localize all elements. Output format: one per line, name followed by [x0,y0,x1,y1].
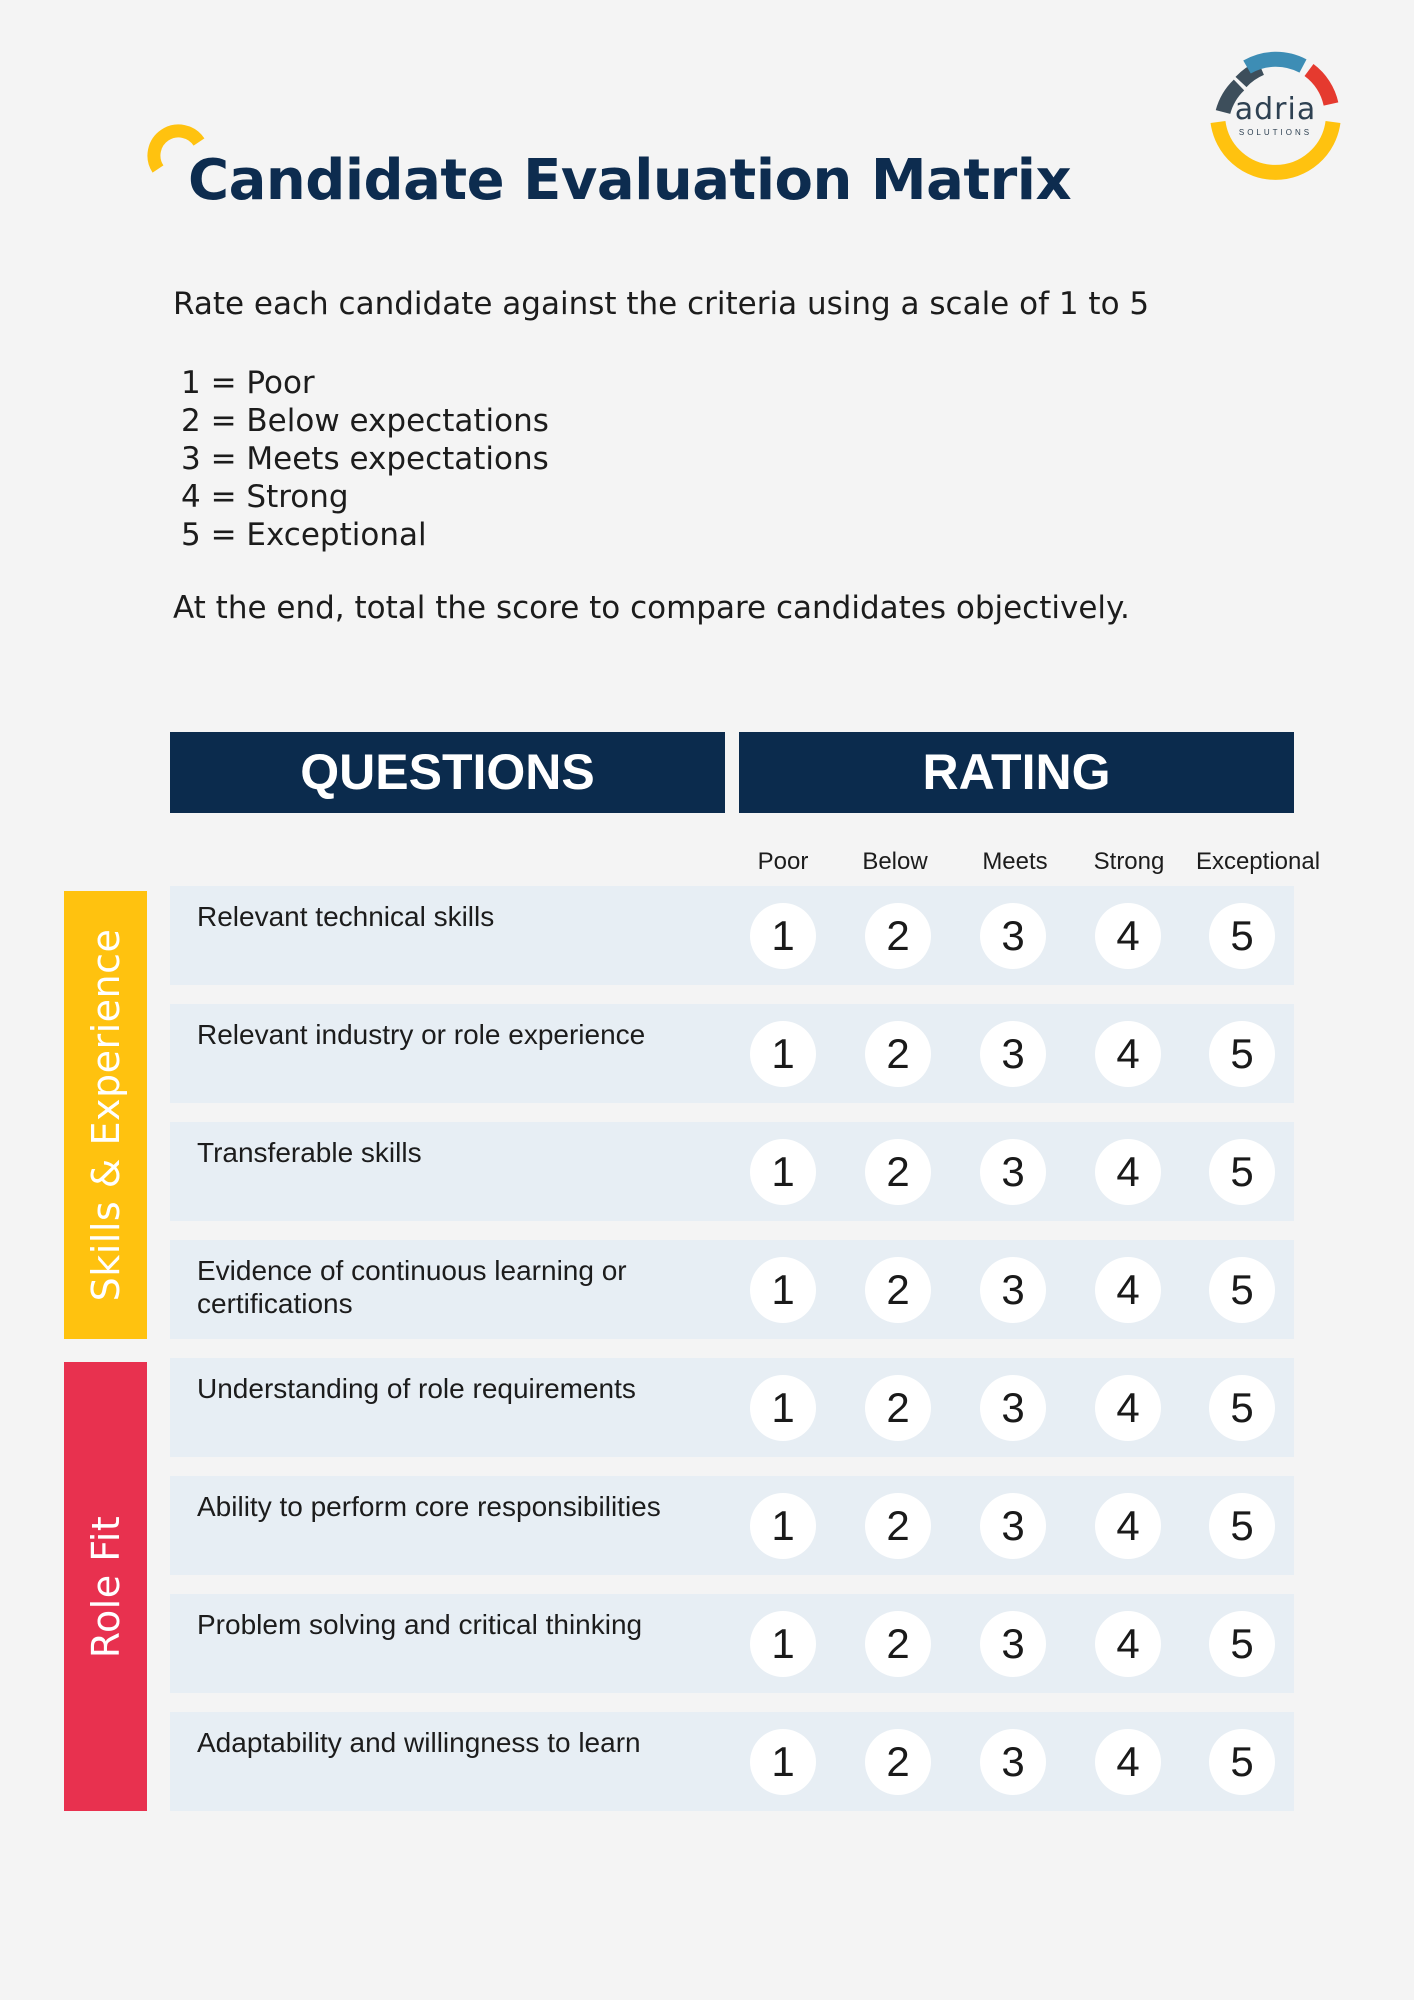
rating-option-5[interactable]: 5 [1209,1493,1275,1559]
question-row [170,1476,1294,1575]
scale-item: 1 = Poor [181,365,315,401]
scale-item: 3 = Meets expectations [181,441,549,477]
rating-label-strong: Strong [1093,848,1165,875]
section-role-fit [64,1362,147,1811]
rating-option-5[interactable]: 5 [1209,903,1275,969]
question-row [170,1594,1294,1693]
rating-option-4[interactable]: 4 [1095,1729,1161,1795]
question-text: Relevant technical skills [197,901,495,932]
rating-option-4[interactable]: 4 [1095,1375,1161,1441]
page-title: Candidate Evaluation Matrix [188,148,1072,213]
rating-option-1[interactable]: 1 [750,1375,816,1441]
rating-option-5[interactable]: 5 [1209,1257,1275,1323]
rating-option-4[interactable]: 4 [1095,1257,1161,1323]
rating-option-1[interactable]: 1 [750,903,816,969]
section-skills-experience [64,891,147,1339]
rating-option-3[interactable]: 3 [980,1611,1046,1677]
rating-label-exceptional: Exceptional [1195,848,1321,875]
scale-item: 5 = Exceptional [181,517,427,553]
rating-option-5[interactable]: 5 [1209,1375,1275,1441]
rating-option-1[interactable]: 1 [750,1257,816,1323]
closing-text: At the end, total the score to compare candidates objectively. [173,590,1130,626]
rating-option-1[interactable]: 1 [750,1611,816,1677]
question-text: Transferable skills [197,1137,422,1168]
rating-option-2[interactable]: 2 [865,1257,931,1323]
question-text: Adaptability and willingness to learn [197,1727,641,1758]
question-text: Understanding of role requirements [197,1373,636,1404]
rating-option-1[interactable]: 1 [750,1021,816,1087]
rating-option-1[interactable]: 1 [750,1729,816,1795]
scale-item: 2 = Below expectations [181,403,549,439]
question-row [170,1122,1294,1221]
rating-option-4[interactable]: 4 [1095,1611,1161,1677]
rating-option-4[interactable]: 4 [1095,1139,1161,1205]
rating-scale-list [181,364,549,554]
rating-option-3[interactable]: 3 [980,1375,1046,1441]
rating-option-5[interactable]: 5 [1209,1139,1275,1205]
section-label: Role Fit [83,1515,128,1658]
rating-header: RATING [739,732,1294,813]
question-row [170,1004,1294,1103]
rating-label-below: Below [862,848,928,875]
logo-subtitle: SOLUTIONS [1238,128,1313,137]
rating-option-2[interactable]: 2 [865,903,931,969]
question-row [170,886,1294,985]
rating-option-3[interactable]: 3 [980,1493,1046,1559]
rating-option-4[interactable]: 4 [1095,1021,1161,1087]
rating-option-4[interactable]: 4 [1095,1493,1161,1559]
rating-option-3[interactable]: 3 [980,1729,1046,1795]
logo-wordmark: adria [1234,92,1317,127]
rating-label-poor: Poor [757,848,809,875]
rating-option-3[interactable]: 3 [980,1257,1046,1323]
instructions-text: Rate each candidate against the criteria using a scale of 1 to 5 [173,286,1150,322]
section-label: Skills & Experience [83,928,128,1302]
rating-label-meets: Meets [982,848,1048,875]
question-text: Ability to perform core responsibilities [197,1491,661,1522]
rating-option-2[interactable]: 2 [865,1611,931,1677]
rating-option-2[interactable]: 2 [865,1021,931,1087]
question-text: Relevant industry or role experience [197,1019,646,1050]
rating-option-2[interactable]: 2 [865,1493,931,1559]
rating-option-5[interactable]: 5 [1209,1729,1275,1795]
rating-option-5[interactable]: 5 [1209,1611,1275,1677]
rating-option-5[interactable]: 5 [1209,1021,1275,1087]
question-row [170,1358,1294,1457]
questions-header: QUESTIONS [170,732,725,813]
rating-option-3[interactable]: 3 [980,903,1046,969]
rating-option-2[interactable]: 2 [865,1139,931,1205]
rating-option-1[interactable]: 1 [750,1493,816,1559]
rating-option-2[interactable]: 2 [865,1729,931,1795]
question-row [170,1240,1294,1339]
scale-item: 4 = Strong [181,479,349,515]
rating-option-3[interactable]: 3 [980,1139,1046,1205]
rating-option-2[interactable]: 2 [865,1375,931,1441]
adria-logo [1203,46,1348,191]
question-text: Evidence of continuous learning or certifications [197,1255,627,1319]
question-row [170,1712,1294,1811]
rating-option-4[interactable]: 4 [1095,903,1161,969]
rating-option-1[interactable]: 1 [750,1139,816,1205]
question-text: Problem solving and critical thinking [197,1609,643,1640]
rating-option-3[interactable]: 3 [980,1021,1046,1087]
